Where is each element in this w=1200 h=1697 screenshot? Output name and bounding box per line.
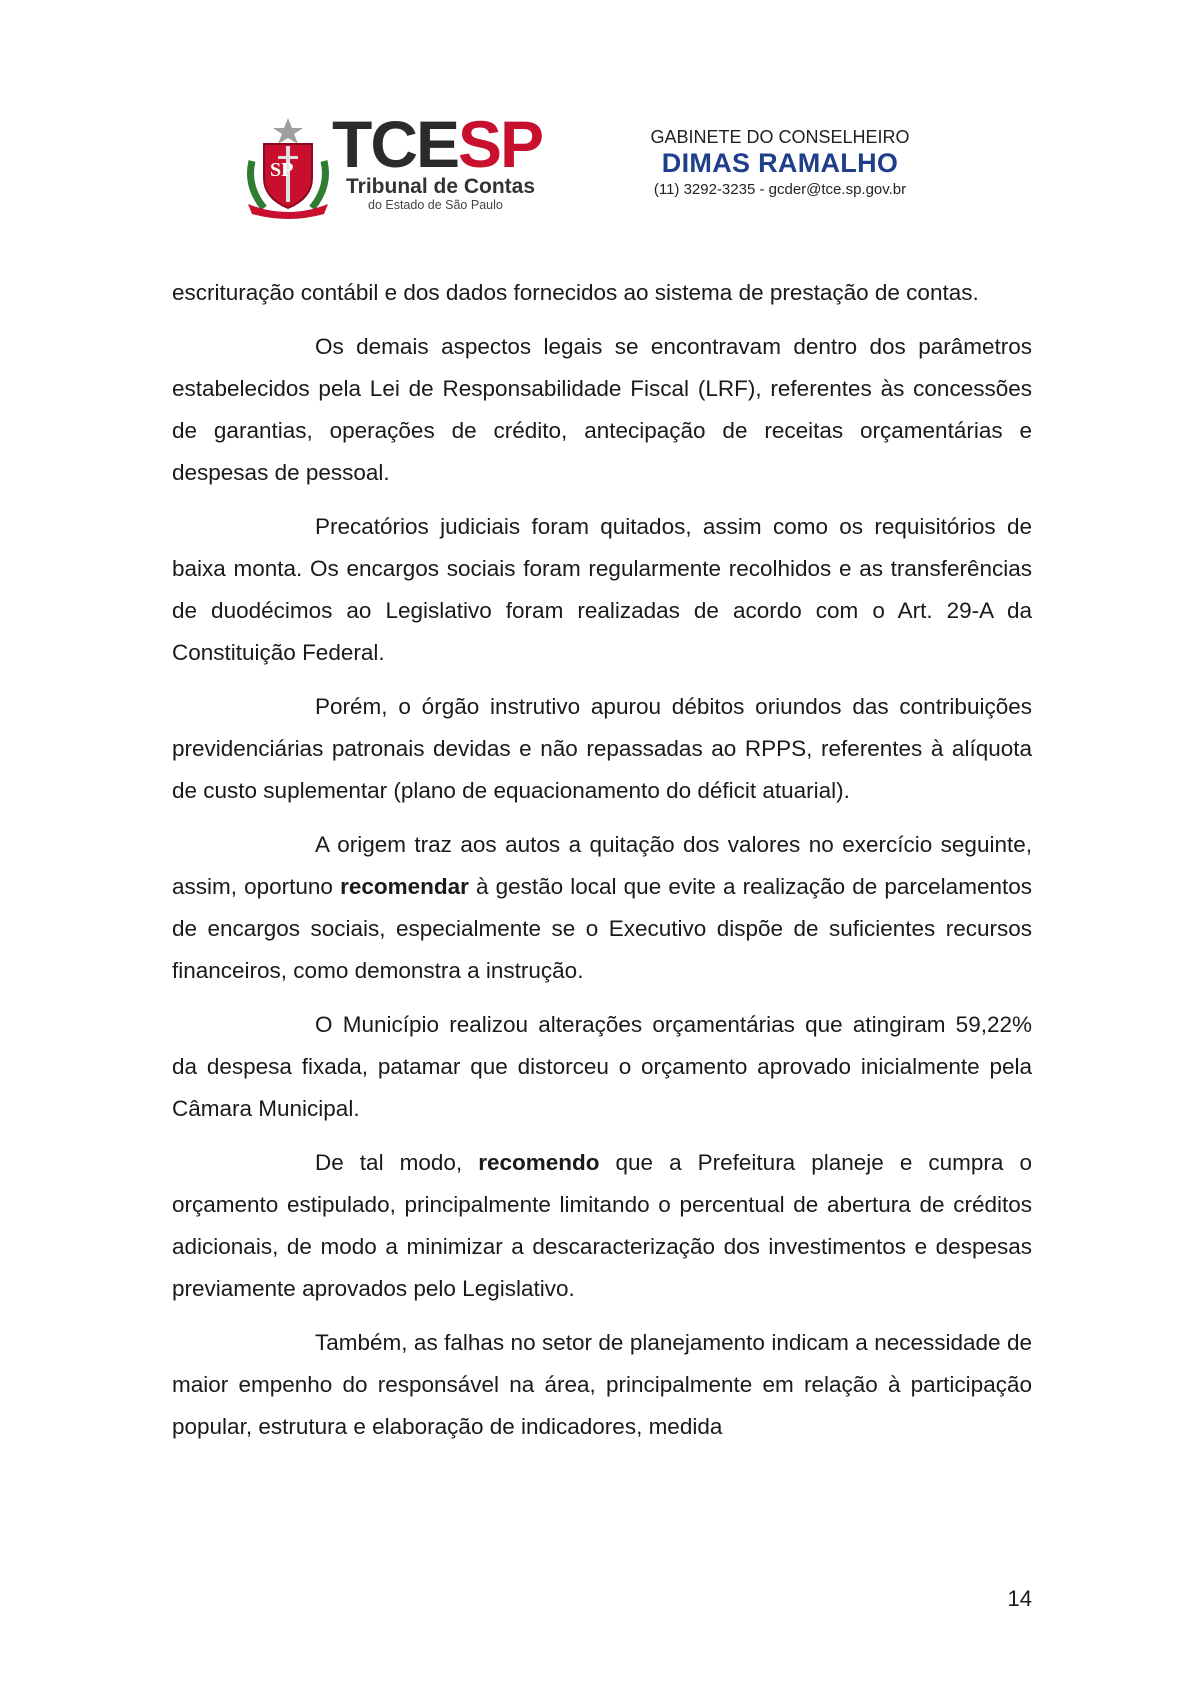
- logo-wordmark: [332, 107, 543, 212]
- gabinete-title: GABINETE DO CONSELHEIRO: [650, 127, 910, 147]
- paragraph-8: Também, as falhas no setor de planejamento indicam a necessidade de maior empenho do responsável na área, principalmente em relação à participação popular, estrutura e elaboração de indicadores, medida: [172, 1330, 1032, 1439]
- paragraph-5: A origem traz aos autos a quitação dos valores no exercício seguinte, assim, oportuno recomendar à gestão local que evite a realização de parcelamentos de encargos sociais, especialmente se o Executivo dispõe de suficientes recursos financeiros, como demonstra a instrução.: [172, 832, 1032, 983]
- paragraph-1: escrituração contábil e dos dados fornecidos ao sistema de prestação de contas.: [172, 280, 979, 305]
- logo-tribunal-line: Tribunal de Contas: [346, 175, 536, 198]
- gabinete-block: [630, 126, 930, 200]
- document-body: [172, 272, 1032, 1460]
- tcesp-logo: [240, 108, 570, 223]
- logo-brand: TCESP: [332, 107, 543, 181]
- conselheiro-name: DIMAS RAMALHO: [661, 148, 899, 178]
- page-number: 14: [1007, 1586, 1032, 1611]
- paragraph-3: Precatórios judiciais foram quitados, assim como os requisitórios de baixa monta. Os encargos sociais foram regularmente recolhidos e as transferências de duodécimos ao Legislativo foram realizadas de acordo com o Art. 29-A da Constituição Federal.: [172, 514, 1032, 665]
- gabinete-contact: (11) 3292-3235 - gcder@tce.sp.gov.br: [653, 181, 907, 198]
- sp-coat-of-arms-icon: [242, 116, 334, 221]
- paragraph-6: O Município realizou alterações orçamentárias que atingiram 59,22% da despesa fixada, patamar que distorceu o orçamento aprovado inicialmente pela Câmara Municipal.: [172, 1012, 1032, 1121]
- seal-letters: SP: [270, 159, 294, 181]
- bold-recomendo: recomendo: [478, 1150, 600, 1175]
- paragraph-2: Os demais aspectos legais se encontravam dentro dos parâmetros estabelecidos pela Lei de Responsabilidade Fiscal (LRF), referentes às concessões de garantias, operações de crédito, antecipação de receitas orçamentárias e despesas de pessoal.: [172, 334, 1032, 485]
- paragraph-4: Porém, o órgão instrutivo apurou débitos oriundos das contribuições previdenciárias patronais devidas e não repassadas ao RPPS, referentes à alíquota de custo suplementar (plano de equacionamento do déficit atuarial).: [172, 694, 1032, 803]
- page-header: [240, 108, 960, 228]
- bold-recomendar: recomendar: [340, 874, 469, 899]
- logo-estado-line: do Estado de São Paulo: [368, 198, 503, 212]
- paragraph-7: De tal modo, recomendo que a Prefeitura planeje e cumpra o orçamento estipulado, principalmente limitando o percentual de abertura de créditos adicionais, de modo a minimizar a descaracterização dos investimentos e despesas previamente aprovados pelo Legislativo.: [172, 1150, 1032, 1301]
